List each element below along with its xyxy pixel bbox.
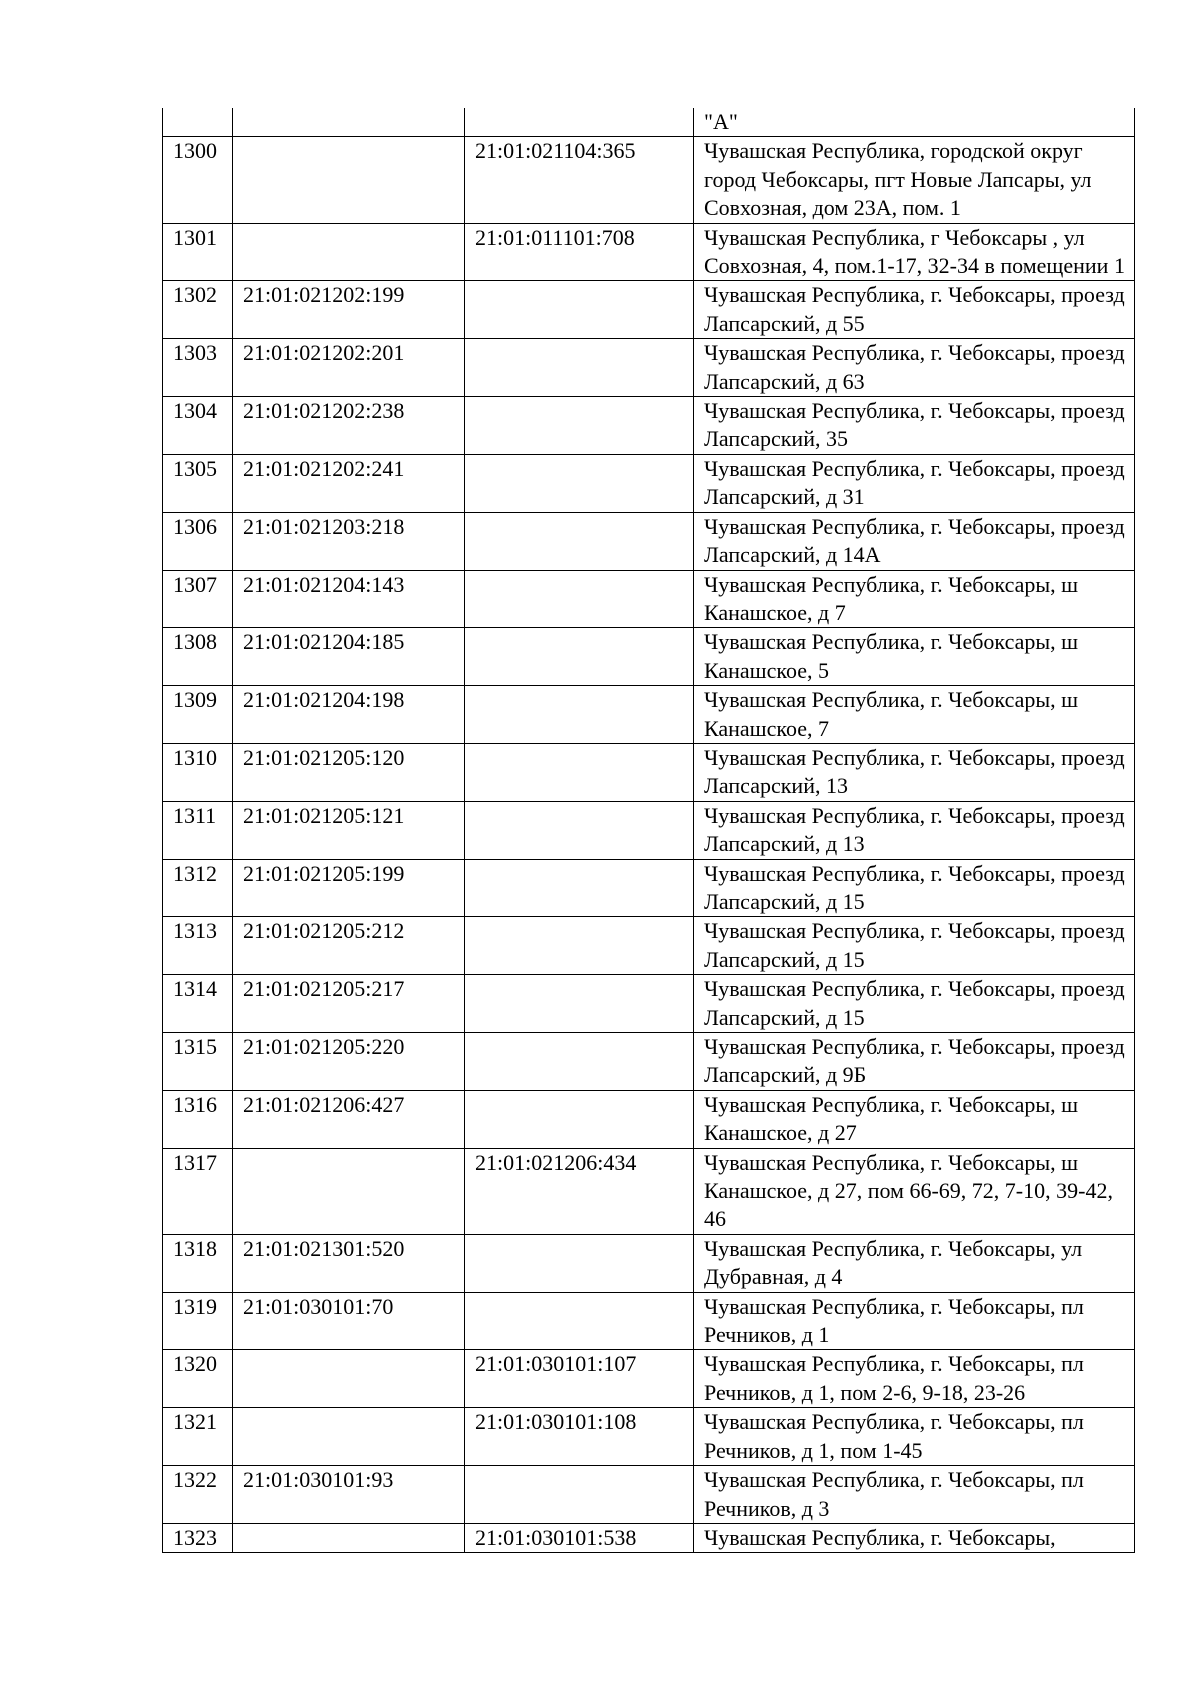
table-row	[163, 1523, 1135, 1552]
cell-row-number: 1304	[163, 397, 233, 455]
table-row	[163, 1408, 1135, 1466]
table-row	[163, 859, 1135, 917]
cell-address: "А"	[694, 108, 1135, 137]
cell-address: Чувашская Республика, г. Чебоксары, проезд Лапсарский, д 13	[694, 801, 1135, 859]
table-row	[163, 223, 1135, 281]
cell-address: Чувашская Республика, г Чебоксары , ул Совхозная, 4, пом.1-17, 32-34 в помещении 1	[694, 223, 1135, 281]
cell-row-number: 1307	[163, 570, 233, 628]
table-row	[163, 801, 1135, 859]
cell-land-cadastral-number: 21:01:021205:199	[233, 859, 465, 917]
cell-land-cadastral-number	[233, 1148, 465, 1234]
cell-row-number: 1322	[163, 1466, 233, 1524]
cell-land-cadastral-number: 21:01:021202:238	[233, 397, 465, 455]
table-row	[163, 628, 1135, 686]
cell-address: Чувашская Республика, г. Чебоксары, проезд Лапсарский, д 55	[694, 281, 1135, 339]
cell-address: Чувашская Республика, г. Чебоксары, пл Речников, д 3	[694, 1466, 1135, 1524]
registry-table-body	[163, 108, 1135, 1553]
cell-address: Чувашская Республика, г. Чебоксары, пл Речников, д 1	[694, 1292, 1135, 1350]
cell-address: Чувашская Республика, г. Чебоксары, ш Канашское, д 27	[694, 1090, 1135, 1148]
table-row	[163, 454, 1135, 512]
cell-building-cadastral-number	[465, 1292, 694, 1350]
cell-land-cadastral-number	[233, 137, 465, 223]
cell-row-number: 1316	[163, 1090, 233, 1148]
table-row-continuation	[163, 108, 1135, 137]
cell-building-cadastral-number	[465, 628, 694, 686]
cell-land-cadastral-number: 21:01:021205:212	[233, 917, 465, 975]
cell-building-cadastral-number	[465, 975, 694, 1033]
cell-address: Чувашская Республика, г. Чебоксары, проезд Лапсарский, д 15	[694, 975, 1135, 1033]
cell-building-cadastral-number	[465, 1466, 694, 1524]
cell-address: Чувашская Республика, г. Чебоксары, пл Речников, д 1, пом 1-45	[694, 1408, 1135, 1466]
cell-land-cadastral-number: 21:01:021202:241	[233, 454, 465, 512]
cell-row-number: 1311	[163, 801, 233, 859]
table-row	[163, 1466, 1135, 1524]
cell-building-cadastral-number: 21:01:011101:708	[465, 223, 694, 281]
table-row	[163, 917, 1135, 975]
table-row	[163, 1033, 1135, 1091]
table-row	[163, 281, 1135, 339]
cell-row-number: 1319	[163, 1292, 233, 1350]
cell-row-number: 1306	[163, 512, 233, 570]
cell-building-cadastral-number: 21:01:021206:434	[465, 1148, 694, 1234]
cell-row-number: 1317	[163, 1148, 233, 1234]
cell-building-cadastral-number: 21:01:030101:538	[465, 1523, 694, 1552]
cell-row-number: 1301	[163, 223, 233, 281]
cell-row-number: 1305	[163, 454, 233, 512]
cell-row-number: 1315	[163, 1033, 233, 1091]
cell-land-cadastral-number	[233, 108, 465, 137]
cell-building-cadastral-number	[465, 1033, 694, 1091]
cell-address: Чувашская Республика, г. Чебоксары, проезд Лапсарский, д 15	[694, 859, 1135, 917]
cell-row-number: 1313	[163, 917, 233, 975]
cell-land-cadastral-number: 21:01:021203:218	[233, 512, 465, 570]
cell-row-number: 1303	[163, 339, 233, 397]
cell-row-number: 1308	[163, 628, 233, 686]
cell-land-cadastral-number: 21:01:021205:217	[233, 975, 465, 1033]
cell-land-cadastral-number: 21:01:021206:427	[233, 1090, 465, 1148]
cell-address: Чувашская Республика, г. Чебоксары, ул Дубравная, д 4	[694, 1234, 1135, 1292]
cell-land-cadastral-number: 21:01:030101:93	[233, 1466, 465, 1524]
cell-land-cadastral-number	[233, 1523, 465, 1552]
table-row	[163, 1234, 1135, 1292]
table-row	[163, 1090, 1135, 1148]
table-row	[163, 339, 1135, 397]
table-row	[163, 1292, 1135, 1350]
cell-address: Чувашская Республика, г. Чебоксары, ш Канашское, 7	[694, 686, 1135, 744]
cell-building-cadastral-number: 21:01:030101:108	[465, 1408, 694, 1466]
cell-land-cadastral-number: 21:01:021204:185	[233, 628, 465, 686]
cell-land-cadastral-number: 21:01:021205:121	[233, 801, 465, 859]
table-row	[163, 397, 1135, 455]
cell-building-cadastral-number	[465, 1090, 694, 1148]
cell-building-cadastral-number: 21:01:021104:365	[465, 137, 694, 223]
registry-table	[162, 108, 1135, 1553]
cell-land-cadastral-number	[233, 1408, 465, 1466]
cell-row-number: 1323	[163, 1523, 233, 1552]
cell-row-number	[163, 108, 233, 137]
table-row	[163, 975, 1135, 1033]
cell-land-cadastral-number: 21:01:021204:198	[233, 686, 465, 744]
cell-address: Чувашская Республика, г. Чебоксары, проезд Лапсарский, д 63	[694, 339, 1135, 397]
cell-building-cadastral-number	[465, 1234, 694, 1292]
cell-land-cadastral-number: 21:01:021205:120	[233, 743, 465, 801]
cell-building-cadastral-number	[465, 801, 694, 859]
cell-building-cadastral-number	[465, 454, 694, 512]
cell-land-cadastral-number: 21:01:021205:220	[233, 1033, 465, 1091]
cell-row-number: 1310	[163, 743, 233, 801]
cell-land-cadastral-number: 21:01:021202:199	[233, 281, 465, 339]
cell-address: Чувашская Республика, г. Чебоксары, пл Речников, д 1, пом 2-6, 9-18, 23-26	[694, 1350, 1135, 1408]
cell-building-cadastral-number	[465, 397, 694, 455]
cell-address: Чувашская Республика, городской округ город Чебоксары, пгт Новые Лапсары, ул Совхозная, дом 23А, пом. 1	[694, 137, 1135, 223]
cell-building-cadastral-number	[465, 108, 694, 137]
cell-land-cadastral-number: 21:01:021202:201	[233, 339, 465, 397]
cell-land-cadastral-number	[233, 223, 465, 281]
table-row	[163, 1148, 1135, 1234]
cell-building-cadastral-number	[465, 512, 694, 570]
table-row	[163, 743, 1135, 801]
cell-address: Чувашская Республика, г. Чебоксары, проезд Лапсарский, 35	[694, 397, 1135, 455]
cell-building-cadastral-number	[465, 743, 694, 801]
cell-address: Чувашская Республика, г. Чебоксары, ш Канашское, 5	[694, 628, 1135, 686]
cell-row-number: 1300	[163, 137, 233, 223]
cell-row-number: 1321	[163, 1408, 233, 1466]
cell-address: Чувашская Республика, г. Чебоксары,	[694, 1523, 1135, 1552]
cell-address: Чувашская Республика, г. Чебоксары, проезд Лапсарский, д 9Б	[694, 1033, 1135, 1091]
table-row	[163, 137, 1135, 223]
cell-land-cadastral-number	[233, 1350, 465, 1408]
cell-address: Чувашская Республика, г. Чебоксары, проезд Лапсарский, д 31	[694, 454, 1135, 512]
cell-building-cadastral-number: 21:01:030101:107	[465, 1350, 694, 1408]
cell-building-cadastral-number	[465, 859, 694, 917]
table-row	[163, 686, 1135, 744]
cell-address: Чувашская Республика, г. Чебоксары, ш Канашское, д 27, пом 66-69, 72, 7-10, 39-42, 46	[694, 1148, 1135, 1234]
cell-row-number: 1309	[163, 686, 233, 744]
cell-building-cadastral-number	[465, 339, 694, 397]
table-row	[163, 512, 1135, 570]
cell-land-cadastral-number: 21:01:021204:143	[233, 570, 465, 628]
cell-row-number: 1302	[163, 281, 233, 339]
cell-row-number: 1318	[163, 1234, 233, 1292]
table-row	[163, 570, 1135, 628]
cell-building-cadastral-number	[465, 686, 694, 744]
cell-address: Чувашская Республика, г. Чебоксары, ш Канашское, д 7	[694, 570, 1135, 628]
cell-land-cadastral-number: 21:01:030101:70	[233, 1292, 465, 1350]
table-row	[163, 1350, 1135, 1408]
cell-building-cadastral-number	[465, 570, 694, 628]
cell-row-number: 1320	[163, 1350, 233, 1408]
cell-address: Чувашская Республика, г. Чебоксары, проезд Лапсарский, 13	[694, 743, 1135, 801]
cell-land-cadastral-number: 21:01:021301:520	[233, 1234, 465, 1292]
cell-row-number: 1312	[163, 859, 233, 917]
cell-building-cadastral-number	[465, 281, 694, 339]
cell-address: Чувашская Республика, г. Чебоксары, проезд Лапсарский, д 14А	[694, 512, 1135, 570]
cell-row-number: 1314	[163, 975, 233, 1033]
cell-address: Чувашская Республика, г. Чебоксары, проезд Лапсарский, д 15	[694, 917, 1135, 975]
cell-building-cadastral-number	[465, 917, 694, 975]
